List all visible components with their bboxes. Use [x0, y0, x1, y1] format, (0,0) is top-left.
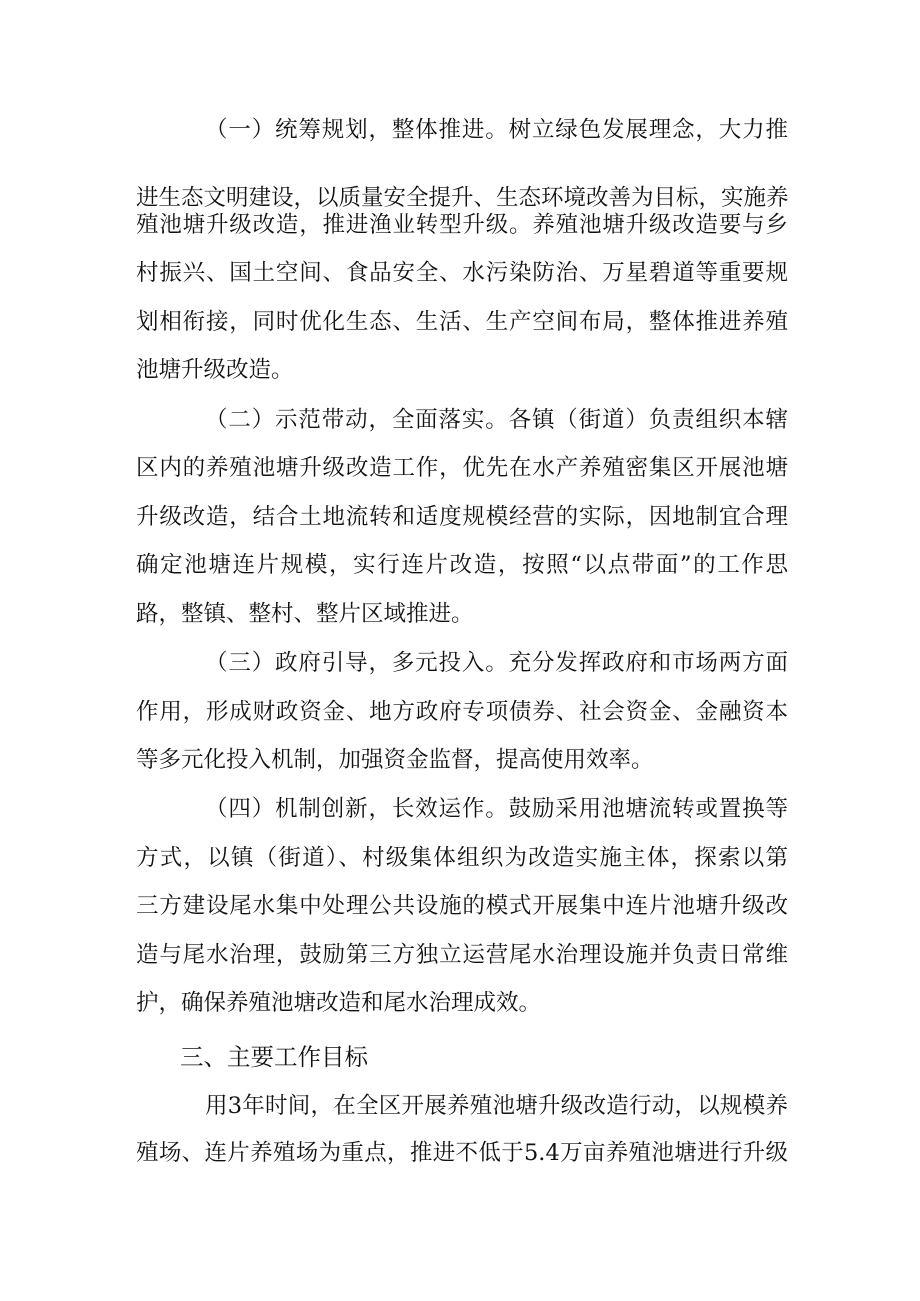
paragraph-4-line-1: （四）机制创新，长效运作。鼓励采用池塘流转或置换等: [205, 796, 788, 822]
paragraph-1-line-3: 殖池塘升级改造，推进渔业转型升级。养殖池塘升级改造要与乡: [136, 212, 788, 238]
section-heading: 三、主要工作目标: [180, 1043, 368, 1071]
final-paragraph-line-1: 用3年时间，在全区开展养殖池塘升级改造行动，以规模养: [205, 1093, 788, 1119]
paragraph-1-line-5: 划相衔接，同时优化生态、生活、生产空间布局，整体推进养殖: [136, 309, 788, 335]
paragraph-4-line-5: 护，确保养殖池塘改造和尾水治理成效。: [136, 990, 542, 1016]
paragraph-1-line-1: （一）统筹规划，整体推进。树立绿色发展理念，大力推: [205, 117, 788, 143]
paragraph-1-line-2: 进生态文明建设，以质量安全提升、生态环境改善为目标，实施养: [136, 185, 789, 211]
paragraph-4-line-2: 方式，以镇（街道）、村级集体组织为改造实施主体，探索以第: [136, 845, 788, 871]
paragraph-2-line-4: 确定池塘连片规模，实行连片改造，按照“以点带面”的工作思: [136, 552, 788, 578]
final-paragraph-line-2: 殖场、连片养殖场为重点，推进不低于5.4万亩养殖池塘进行升级: [136, 1140, 788, 1166]
paragraph-3-line-3: 等多元化投入机制，加强资金监督，提高使用效率。: [136, 747, 654, 773]
paragraph-3-line-2: 作用，形成财政资金、地方政府专项债券、社会资金、金融资本: [136, 699, 788, 725]
paragraph-2-line-3: 升级改造，结合土地流转和适度规模经营的实际，因地制宜合理: [136, 504, 788, 530]
paragraph-1-line-6: 池塘升级改造。: [136, 357, 294, 383]
paragraph-2-line-2: 区内的养殖池塘升级改造工作，优先在水产养殖密集区开展池塘: [136, 455, 788, 481]
paragraph-2-line-5: 路，整镇、整村、整片区域推进。: [136, 601, 474, 627]
paragraph-2-line-1: （二）示范带动，全面落实。各镇（街道）负责组织本辖: [205, 407, 788, 433]
paragraph-3-line-1: （三）政府引导，多元投入。充分发挥政府和市场两方面: [205, 650, 788, 676]
paragraph-1-line-4: 村振兴、国土空间、食品安全、水污染防治、万星碧道等重要规: [136, 260, 788, 286]
paragraph-4-line-3: 三方建设尾水集中处理公共设施的模式开展集中连片池塘升级改: [136, 893, 788, 919]
paragraph-4-line-4: 造与尾水治理，鼓励第三方独立运营尾水治理设施并负责日常维: [136, 942, 788, 968]
